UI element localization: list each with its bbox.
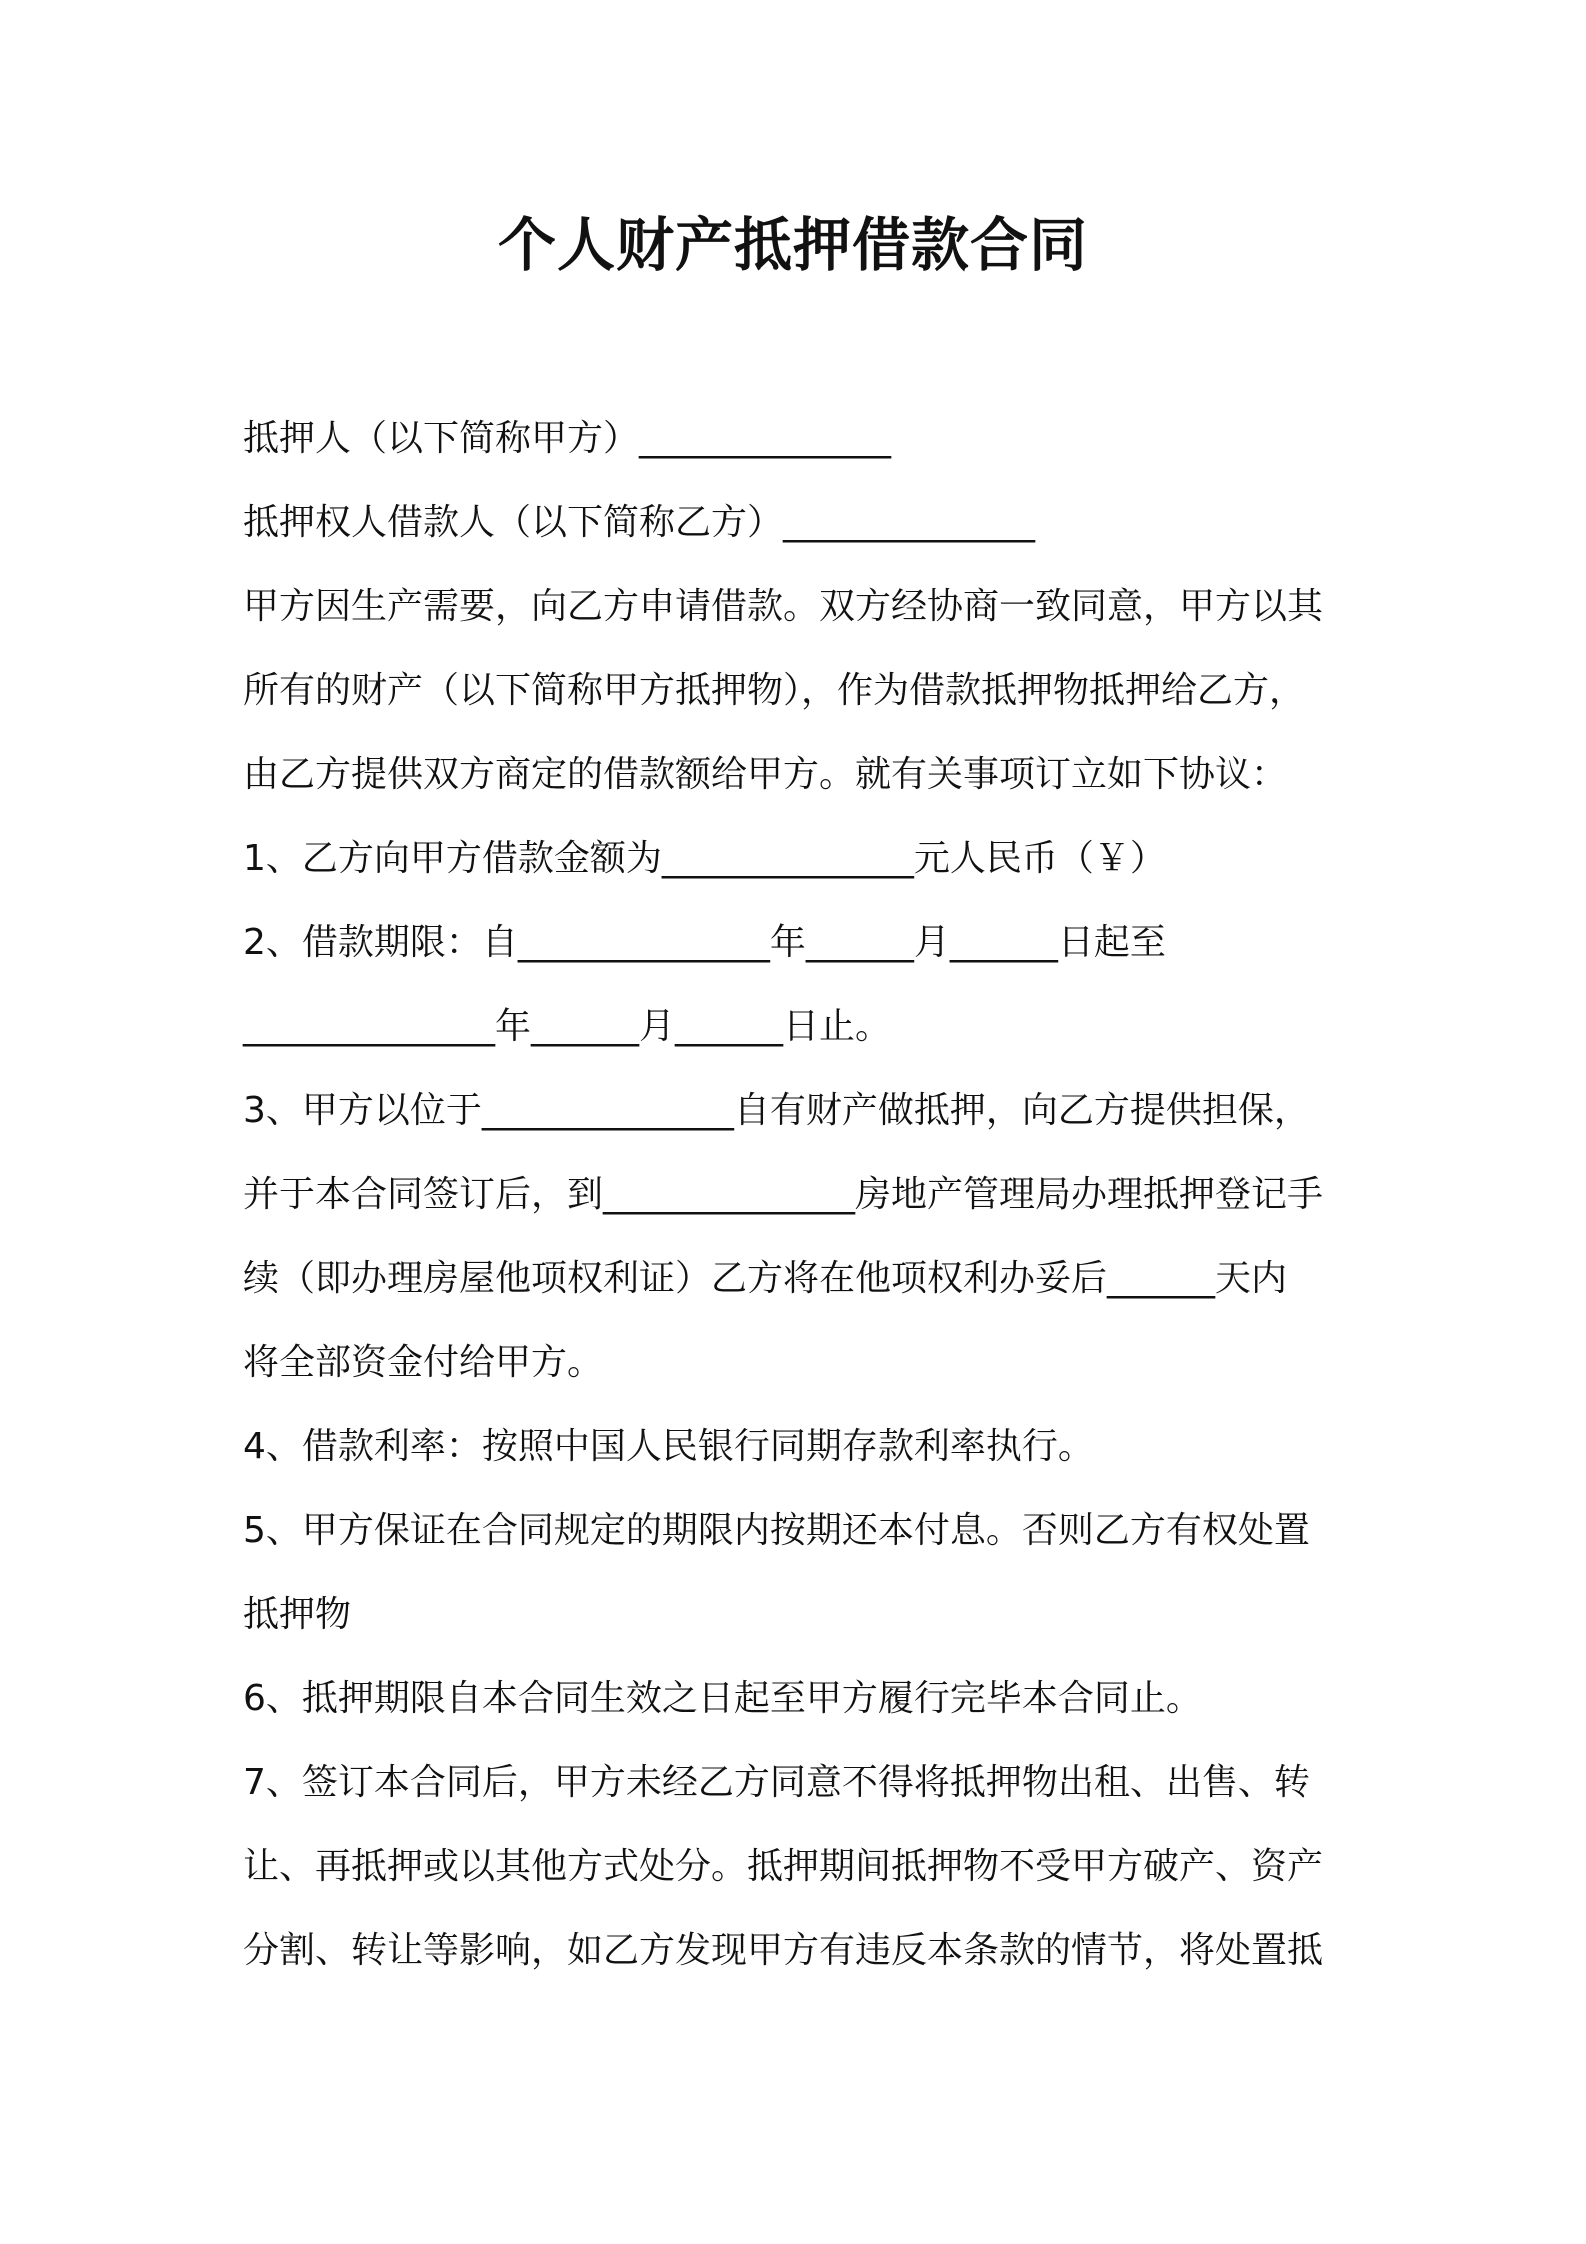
text-line: 由乙方提供双方商定的借款额给甲方。就有关事项订立如下协议： [243, 754, 1288, 795]
text-line: 抵押权人借款人（以下简称乙方）______________ [243, 502, 1036, 543]
text-line: 3、甲方以位于______________自有财产做抵押，向乙方提供担保， [243, 1090, 1310, 1131]
text-line: 并于本合同签订后，到______________房地产管理局办理抵押登记手 [243, 1174, 1324, 1215]
text-line: ______________年______月______日止。 [243, 1006, 892, 1047]
text-line: 抵押物 [243, 1594, 352, 1635]
text-line: 7、签订本合同后，甲方未经乙方同意不得将抵押物出租、出售、转 [243, 1762, 1310, 1803]
text-line: 让、再抵押或以其他方式处分。抵押期间抵押物不受甲方破产、资产 [243, 1846, 1324, 1887]
text-line: 5、甲方保证在合同规定的期限内按期还本付息。否则乙方有权处置 [243, 1510, 1310, 1551]
text-line: 2、借款期限：自______________年______月______日起至 [243, 922, 1166, 963]
text-line: 4、借款利率：按照中国人民银行同期存款利率执行。 [243, 1426, 1094, 1467]
text-line: 续（即办理房屋他项权利证）乙方将在他项权利办妥后______天内 [243, 1258, 1288, 1299]
text-line: 所有的财产（以下简称甲方抵押物），作为借款抵押物抵押给乙方， [243, 670, 1306, 711]
text-line: 甲方因生产需要，向乙方申请借款。双方经协商一致同意，甲方以其 [243, 586, 1324, 627]
text-line: 1、乙方向甲方借款金额为______________元人民币（￥） [243, 838, 1166, 879]
document-body [243, 397, 1363, 1993]
text-line: 分割、转让等影响，如乙方发现甲方有违反本条款的情节，将处置抵 [243, 1930, 1324, 1971]
text-line: 6、抵押期限自本合同生效之日起至甲方履行完毕本合同止。 [243, 1678, 1202, 1719]
text-line: 将全部资金付给甲方。 [243, 1342, 604, 1383]
document-title: 个人财产抵押借款合同 [497, 211, 1088, 279]
text-line: 抵押人（以下简称甲方）______________ [243, 418, 892, 459]
